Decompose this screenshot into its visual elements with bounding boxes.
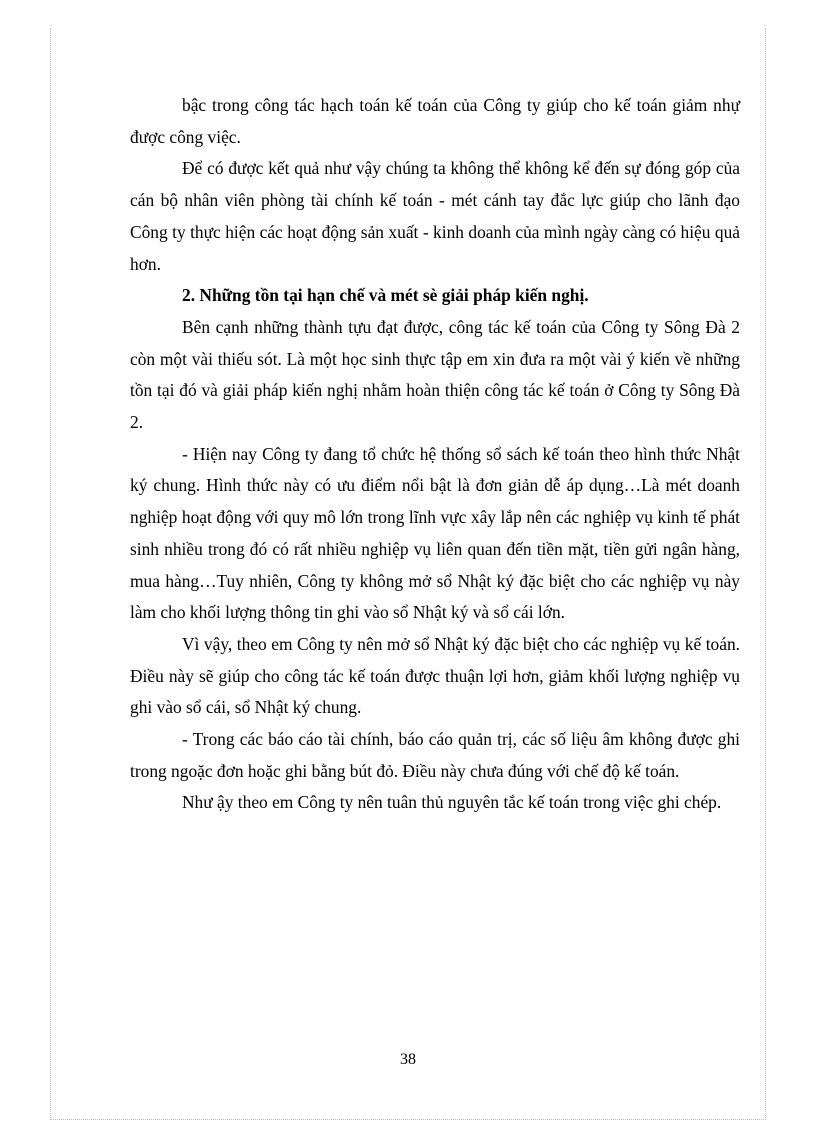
- paragraph-negative-figures: - Trong các báo cáo tài chính, báo cáo quản trị, các số liệu âm không được ghi trong ngoặc đơn hoặc ghi bằng bút đỏ. Điều này chưa đúng với chế độ kế toán.: [130, 729, 740, 781]
- paragraph-achievement: Để có được kết quả như vậy chúng ta không thể không kể đến sự đóng góp của cán bộ nhân viên phòng tài chính kế toán - mét cánh tay đắc lực giúp cho lãnh đạo Công ty thực hiện các hoạt động sản xuất - kinh doanh của mình ngày càng có hiệu quả hơn.: [130, 158, 740, 274]
- document-body: [130, 90, 740, 819]
- paragraph-continuation: bậc trong công tác hạch toán kế toán của Công ty giúp cho kế toán giảm nhự được công việc.: [130, 95, 740, 147]
- paragraph-recommendation-journal: Vì vậy, theo em Công ty nên mở sổ Nhật ký đặc biệt cho các nghiệp vụ kế toán. Điều này sẽ giúp cho công tác kế toán được thuận lợi hơn, giảm khối lượng nghiệp vụ ghi vào sổ cái, sổ Nhật ký chung.: [130, 633, 740, 718]
- paragraph-journal-system: - Hiện nay Công ty đang tổ chức hệ thống sổ sách kế toán theo hình thức Nhật ký chung. Hình thức này có ưu điểm nổi bật là đơn giản dễ áp dụng…Là mét doanh nghiệp hoạt động với quy mô lớn trong lĩnh vực xây lắp nên các nghiệp vụ kinh tế phát sinh nhiều trong đó có rất nhiều nghiệp vụ liên quan đến tiền mặt, tiền gửi ngân hàng, mua hàng…Tuy nhiên, Công ty không mở sổ Nhật ký đặc biệt cho các nghiệp vụ này làm cho khối lượng thông tin ghi vào sổ Nhật ký và sổ cái lớn.: [130, 443, 740, 623]
- paragraph-intro-shortcomings: Bên cạnh những thành tựu đạt được, công tác kế toán của Công ty Sông Đà 2 còn một vài thiếu sót. Là một học sinh thực tập em xin đưa ra một vài ý kiến về những tồn tại đó và giải pháp kiến nghị nhằm hoàn thiện công tác kế toán ở Công ty Sông Đà 2.: [130, 316, 740, 433]
- paragraph-conclusion: Như ậy theo em Công ty nên tuân thủ nguyên tắc kế toán trong việc ghi chép.: [182, 792, 722, 813]
- section-heading: 2. Những tồn tại hạn chế và mét sè giải pháp kiến nghị.: [182, 285, 589, 306]
- page-number: 38: [400, 1051, 416, 1068]
